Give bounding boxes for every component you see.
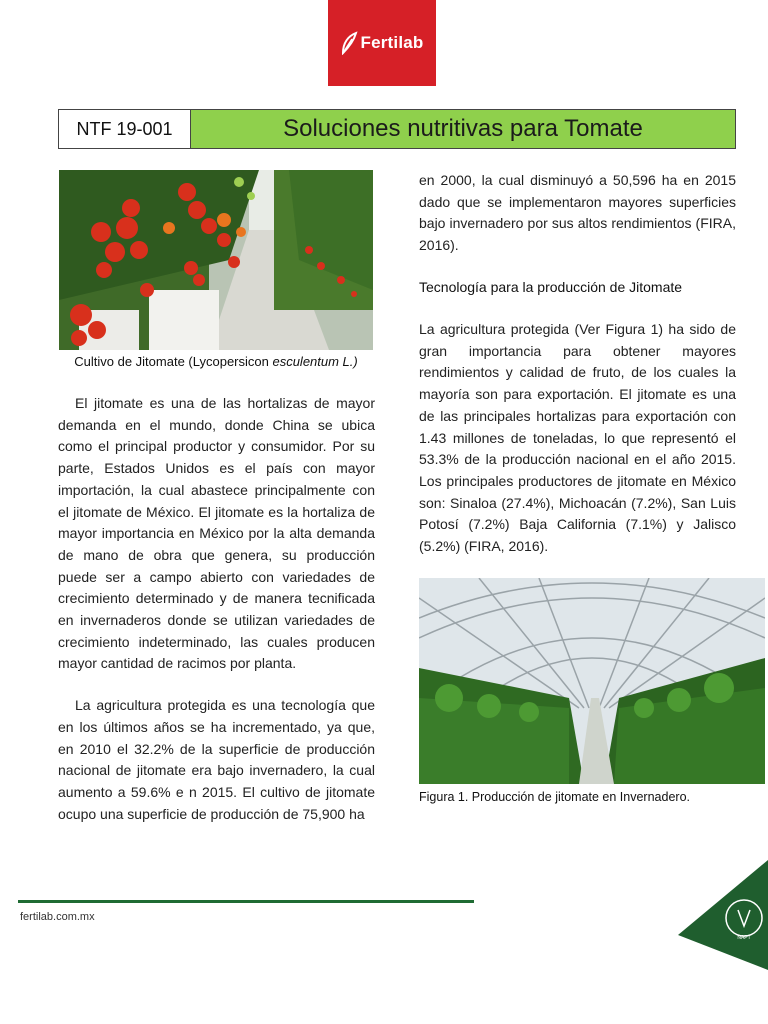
logo-text: Fertilab — [360, 33, 424, 52]
document-title: Soluciones nutritivas para Tomate — [191, 110, 735, 148]
paragraph: La agricultura protegida (Ver Figura 1) ha sido de gran importancia para obtener mayores rendimientos y calidad de fruto, de los cuales la mayoría son para exportación. El jitomate es una de las principales hortalizas para exportación con 1.43 millones de toneladas, lo que representó el 53.3% de la producción nacional en el año 2015. Los principales productores de jitomate en México son: Sinaloa (27.4%), Michoacán (7.2%), San Luis Potosí (7.2%) Baja California (7.1%) y Jalisco (5.2%) (FIRA, 2016). — [419, 321, 736, 555]
footer-url: fertilab.com.mx — [20, 911, 95, 923]
paragraph: La agricultura protegida es una tecnología que en los últimos años se ha incrementado, ya que, en 2010 el 32.2% de la superficie de producción nacional de jitomate era bajo invernadero, la cual aumento a 59.6% e n 2015. El cultivo de jitomate ocupo una superficie de producción de 75,900 ha — [58, 697, 375, 822]
tomato-crop-photo — [59, 170, 373, 350]
footer-divider — [18, 900, 474, 903]
paragraph: en 2000, la cual disminuyó a 50,596 ha en 2015 dado que se implementaron mayores superficies bajo invernadero por sus altos rendimientos (FIRA, 2016). — [419, 172, 736, 254]
section-heading: Tecnología para la producción de Jitomate — [419, 279, 683, 295]
caption-text: Cultivo de Jitomate (Lycopersicon — [74, 354, 273, 369]
top-photo-caption — [59, 354, 373, 369]
badge-text: NAPT — [737, 935, 751, 941]
greenhouse-photo — [419, 578, 765, 784]
leaf-flask-icon — [340, 31, 358, 55]
caption-italic-text: esculentum L.) — [272, 354, 358, 369]
accreditation-badge — [678, 860, 768, 970]
figure-1-caption: Figura 1. Producción de jitomate en Invernadero. — [419, 790, 690, 804]
brand-logo — [328, 0, 436, 86]
right-column-continuation — [419, 170, 736, 257]
right-column-body — [419, 319, 736, 558]
document-code: NTF 19-001 — [59, 110, 191, 148]
title-bar — [58, 109, 736, 149]
paragraph: El jitomate es una de las hortalizas de mayor demanda en el mundo, donde China se ubica como el principal productor y consumidor. Por su parte, Estados Unidos es el país con mayor importación, la cual abastece principalmente con el jitomate de México. El jitomate es la hortaliza de mayor importancia en México por la alta demanda de mano de obra que genera, su producción puede ser a campo abierto con variedades de crecimiento determinado y de manera tecnificada en invernaderos donde se utilizan variedades de crecimiento indeterminado, las cuales producen mayor cantidad de racimos por planta. — [58, 395, 375, 672]
left-column — [58, 393, 375, 825]
